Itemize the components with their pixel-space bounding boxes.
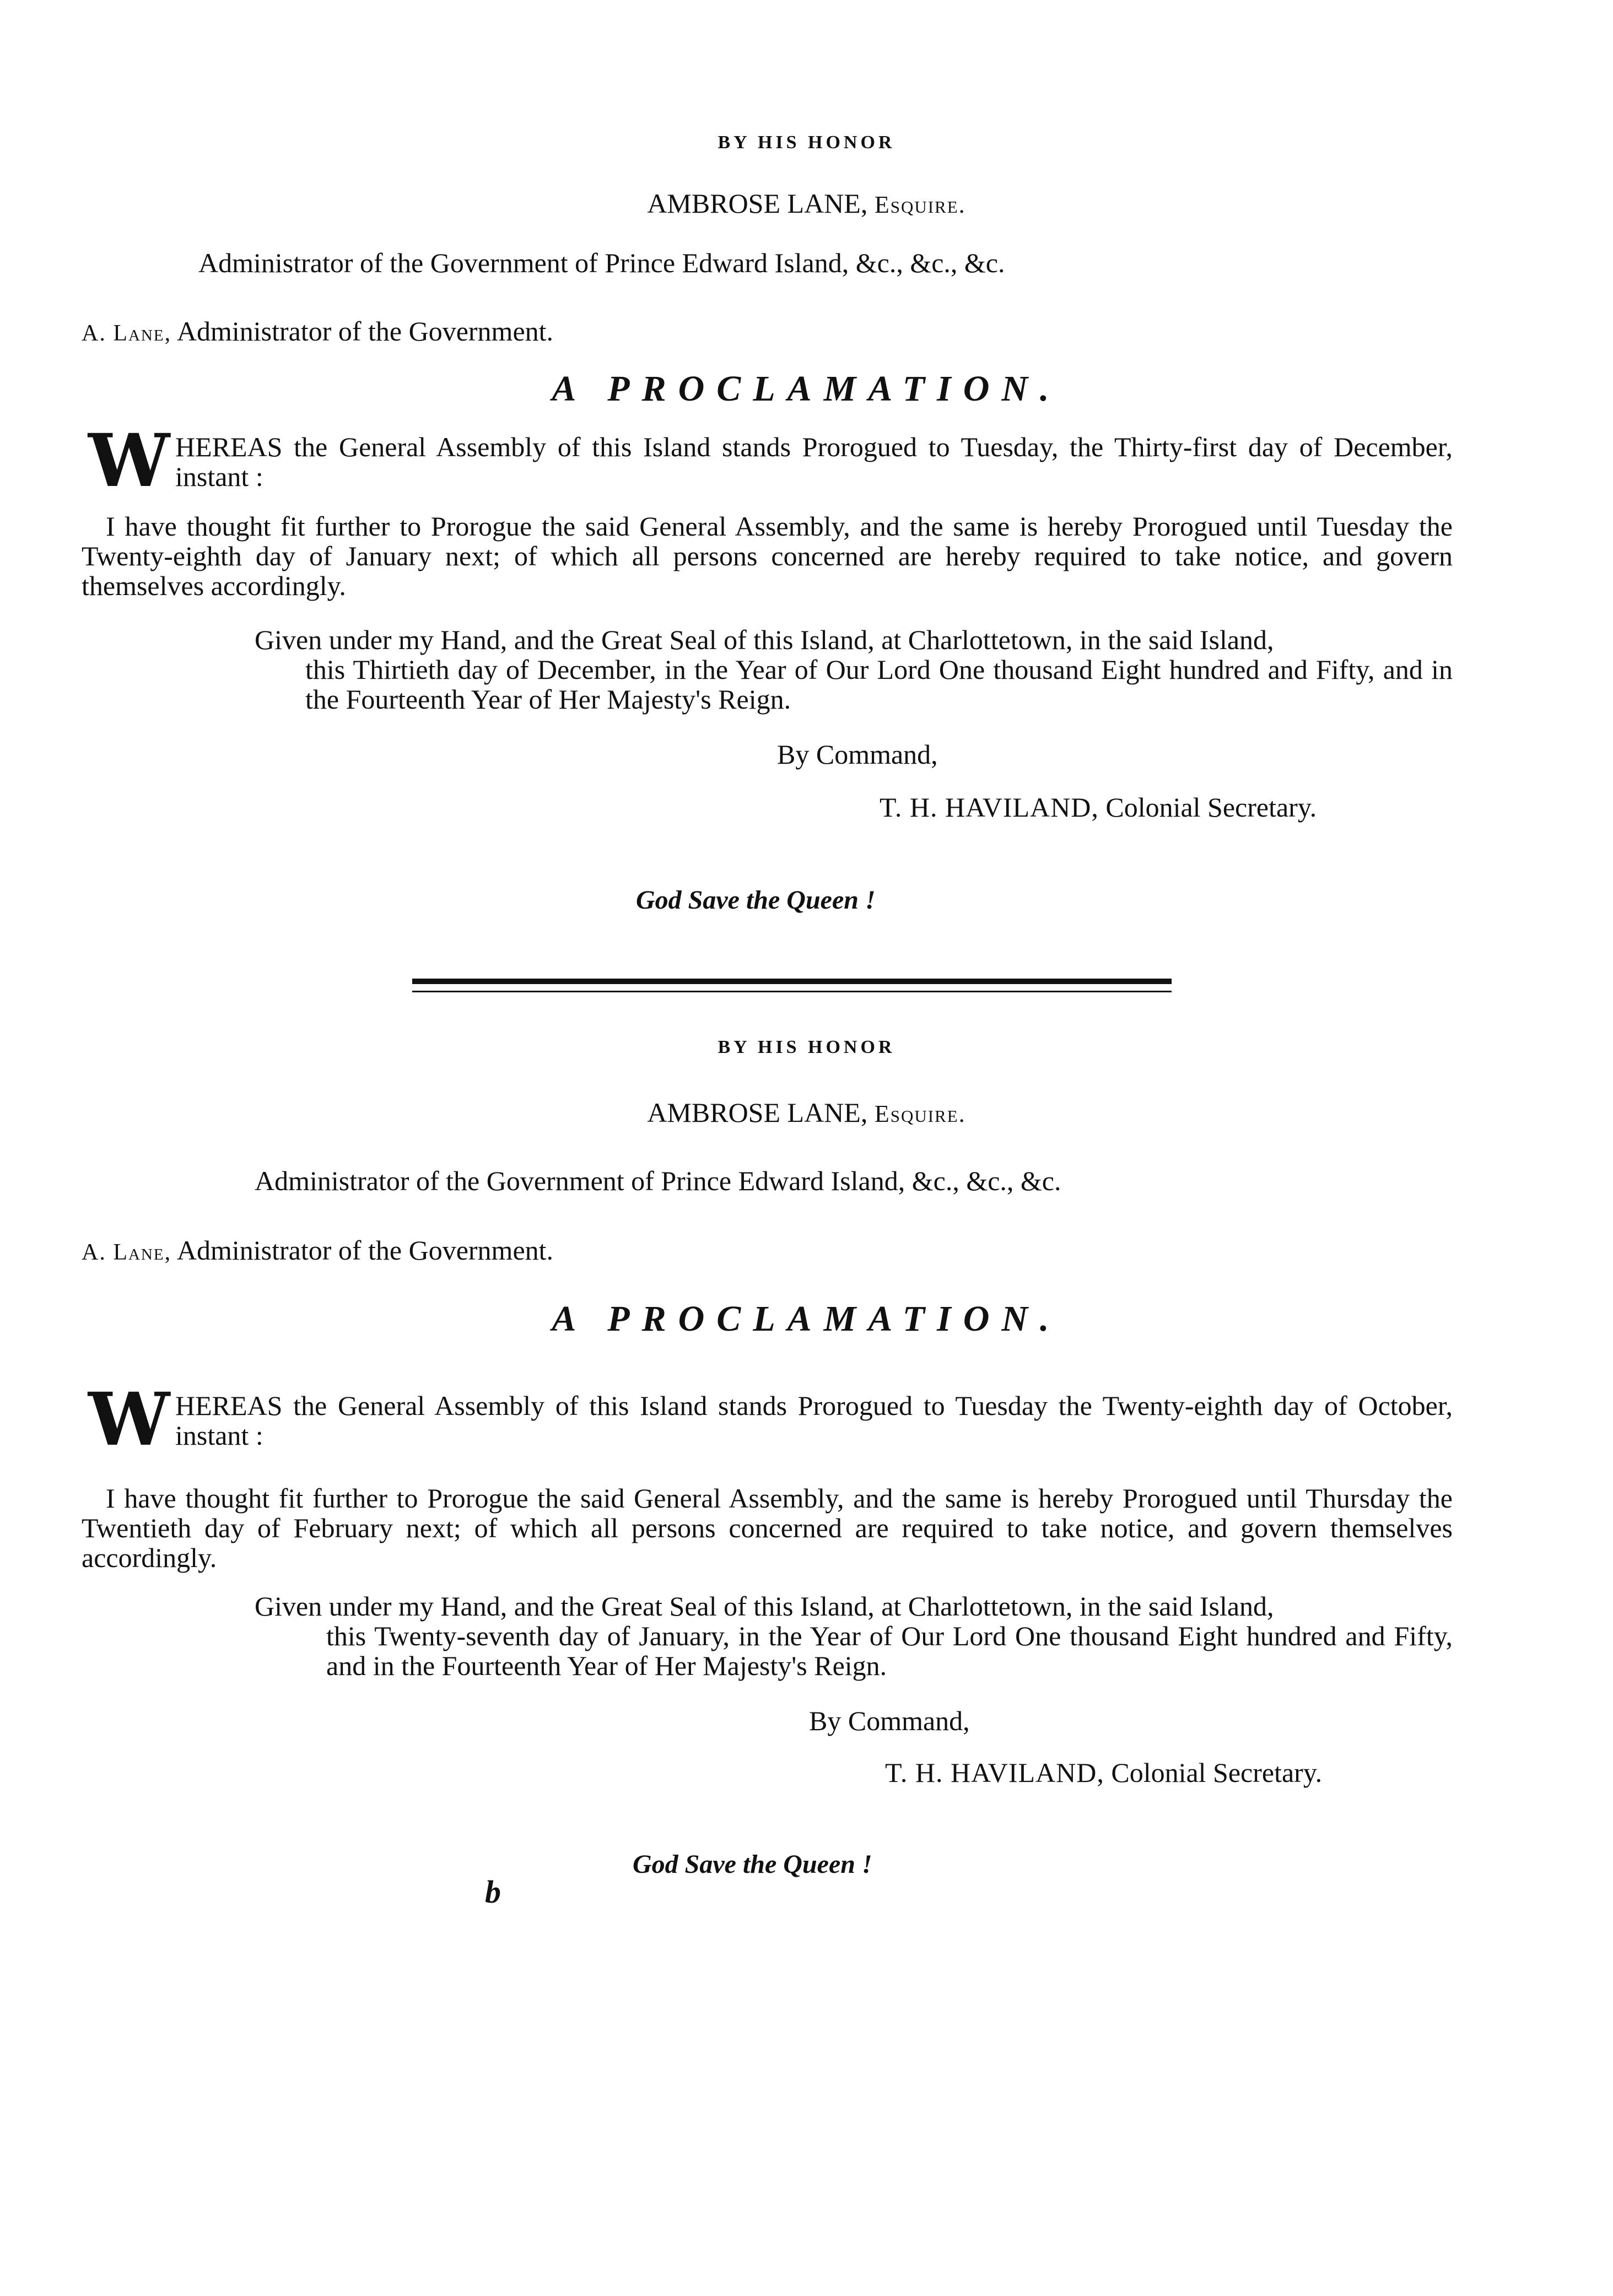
drop-cap-letter: W — [88, 418, 170, 504]
administrator-name — [0, 187, 1613, 219]
whereas-paragraph: HEREAS the General Assembly of this Island stands Prorogued to Tuesday, the Thirty-first day of December, instant : — [175, 431, 1453, 492]
given-under-hand-block — [255, 625, 1453, 714]
given-continuation: this Thirtieth day of December, in the Year of Our Lord One thousand Eight hundred and Fifty, and in the Fourteenth Year of Her Majesty's Reign. — [305, 654, 1453, 715]
administrator-name — [0, 1096, 1613, 1128]
prorogue-paragraph: I have thought fit further to Prorogue the said General Assembly, and the same is hereby Prorogued until Tuesday the Twenty-eighth day of January next; of which all persons concerned are hereby required to take notice, and govern themselves accordingly. — [82, 511, 1453, 601]
by-his-honor-heading: BY HIS HONOR — [718, 1037, 895, 1057]
secretary-name: T. H. HAVILAND, — [885, 1757, 1104, 1788]
section-divider-thin — [412, 991, 1172, 992]
name-text: AMBROSE LANE, — [647, 188, 868, 219]
signed-role: Administrator of the Government. — [176, 1235, 554, 1266]
whereas-paragraph: HEREAS the General Assembly of this Island stands Prorogued to Tuesday the Twenty-eighth day of October, instant : — [175, 1390, 1453, 1451]
drop-cap-letter: W — [88, 1377, 170, 1462]
given-first-line: Given under my Hand, and the Great Seal of this Island, at Charlottetown, in the said Island, — [255, 624, 1274, 655]
secretary-title: Colonial Secretary. — [1105, 792, 1317, 823]
signature-mark: b — [485, 1874, 501, 1910]
secretary-line — [880, 791, 1317, 823]
proclamation-title: A PROCLAMATION. — [552, 369, 1061, 409]
administrator-office-line: Administrator of the Government of Prince Edward Island, &c., &c., &c. — [255, 1165, 1061, 1196]
prorogue-paragraph: I have thought fit further to Prorogue the said General Assembly, and the same is hereby Prorogued until Thursday the Twentieth day of February next; of which all persons concerned are required to take notice, and govern themselves accordingly. — [82, 1483, 1453, 1573]
given-first-line: Given under my Hand, and the Great Seal of this Island, at Charlottetown, in the said Island, — [255, 1591, 1274, 1622]
name-title: Esquire. — [874, 1100, 966, 1127]
name-text: AMBROSE LANE, — [647, 1097, 868, 1128]
secretary-line — [885, 1757, 1322, 1789]
section-divider-thick — [412, 979, 1172, 984]
by-command: By Command, — [777, 739, 938, 770]
administrator-office-line: Administrator of the Government of Prince Edward Island, &c., &c., &c. — [198, 247, 1005, 278]
given-under-hand-block — [255, 1591, 1453, 1681]
proclamation-title: A PROCLAMATION. — [552, 1299, 1061, 1339]
given-continuation: this Twenty-seventh day of January, in the Year of Our Lord One thousand Eight hundred and Fifty, and in the Fourteenth Year of Her Majesty's Reign. — [326, 1620, 1453, 1681]
by-command: By Command, — [809, 1705, 970, 1736]
secretary-name: T. H. HAVILAND, — [880, 792, 1099, 823]
name-title: Esquire. — [874, 191, 966, 218]
secretary-title: Colonial Secretary. — [1111, 1757, 1323, 1788]
by-his-honor-heading: BY HIS HONOR — [718, 132, 895, 153]
signed-name: A. Lane, — [82, 321, 172, 346]
signed-role: Administrator of the Government. — [176, 316, 554, 347]
signed-by-line — [82, 315, 553, 347]
god-save-the-queen: God Save the Queen ! — [633, 1850, 872, 1879]
signed-by-line — [82, 1234, 553, 1266]
god-save-the-queen: God Save the Queen ! — [636, 885, 876, 915]
signed-name: A. Lane, — [82, 1240, 172, 1265]
